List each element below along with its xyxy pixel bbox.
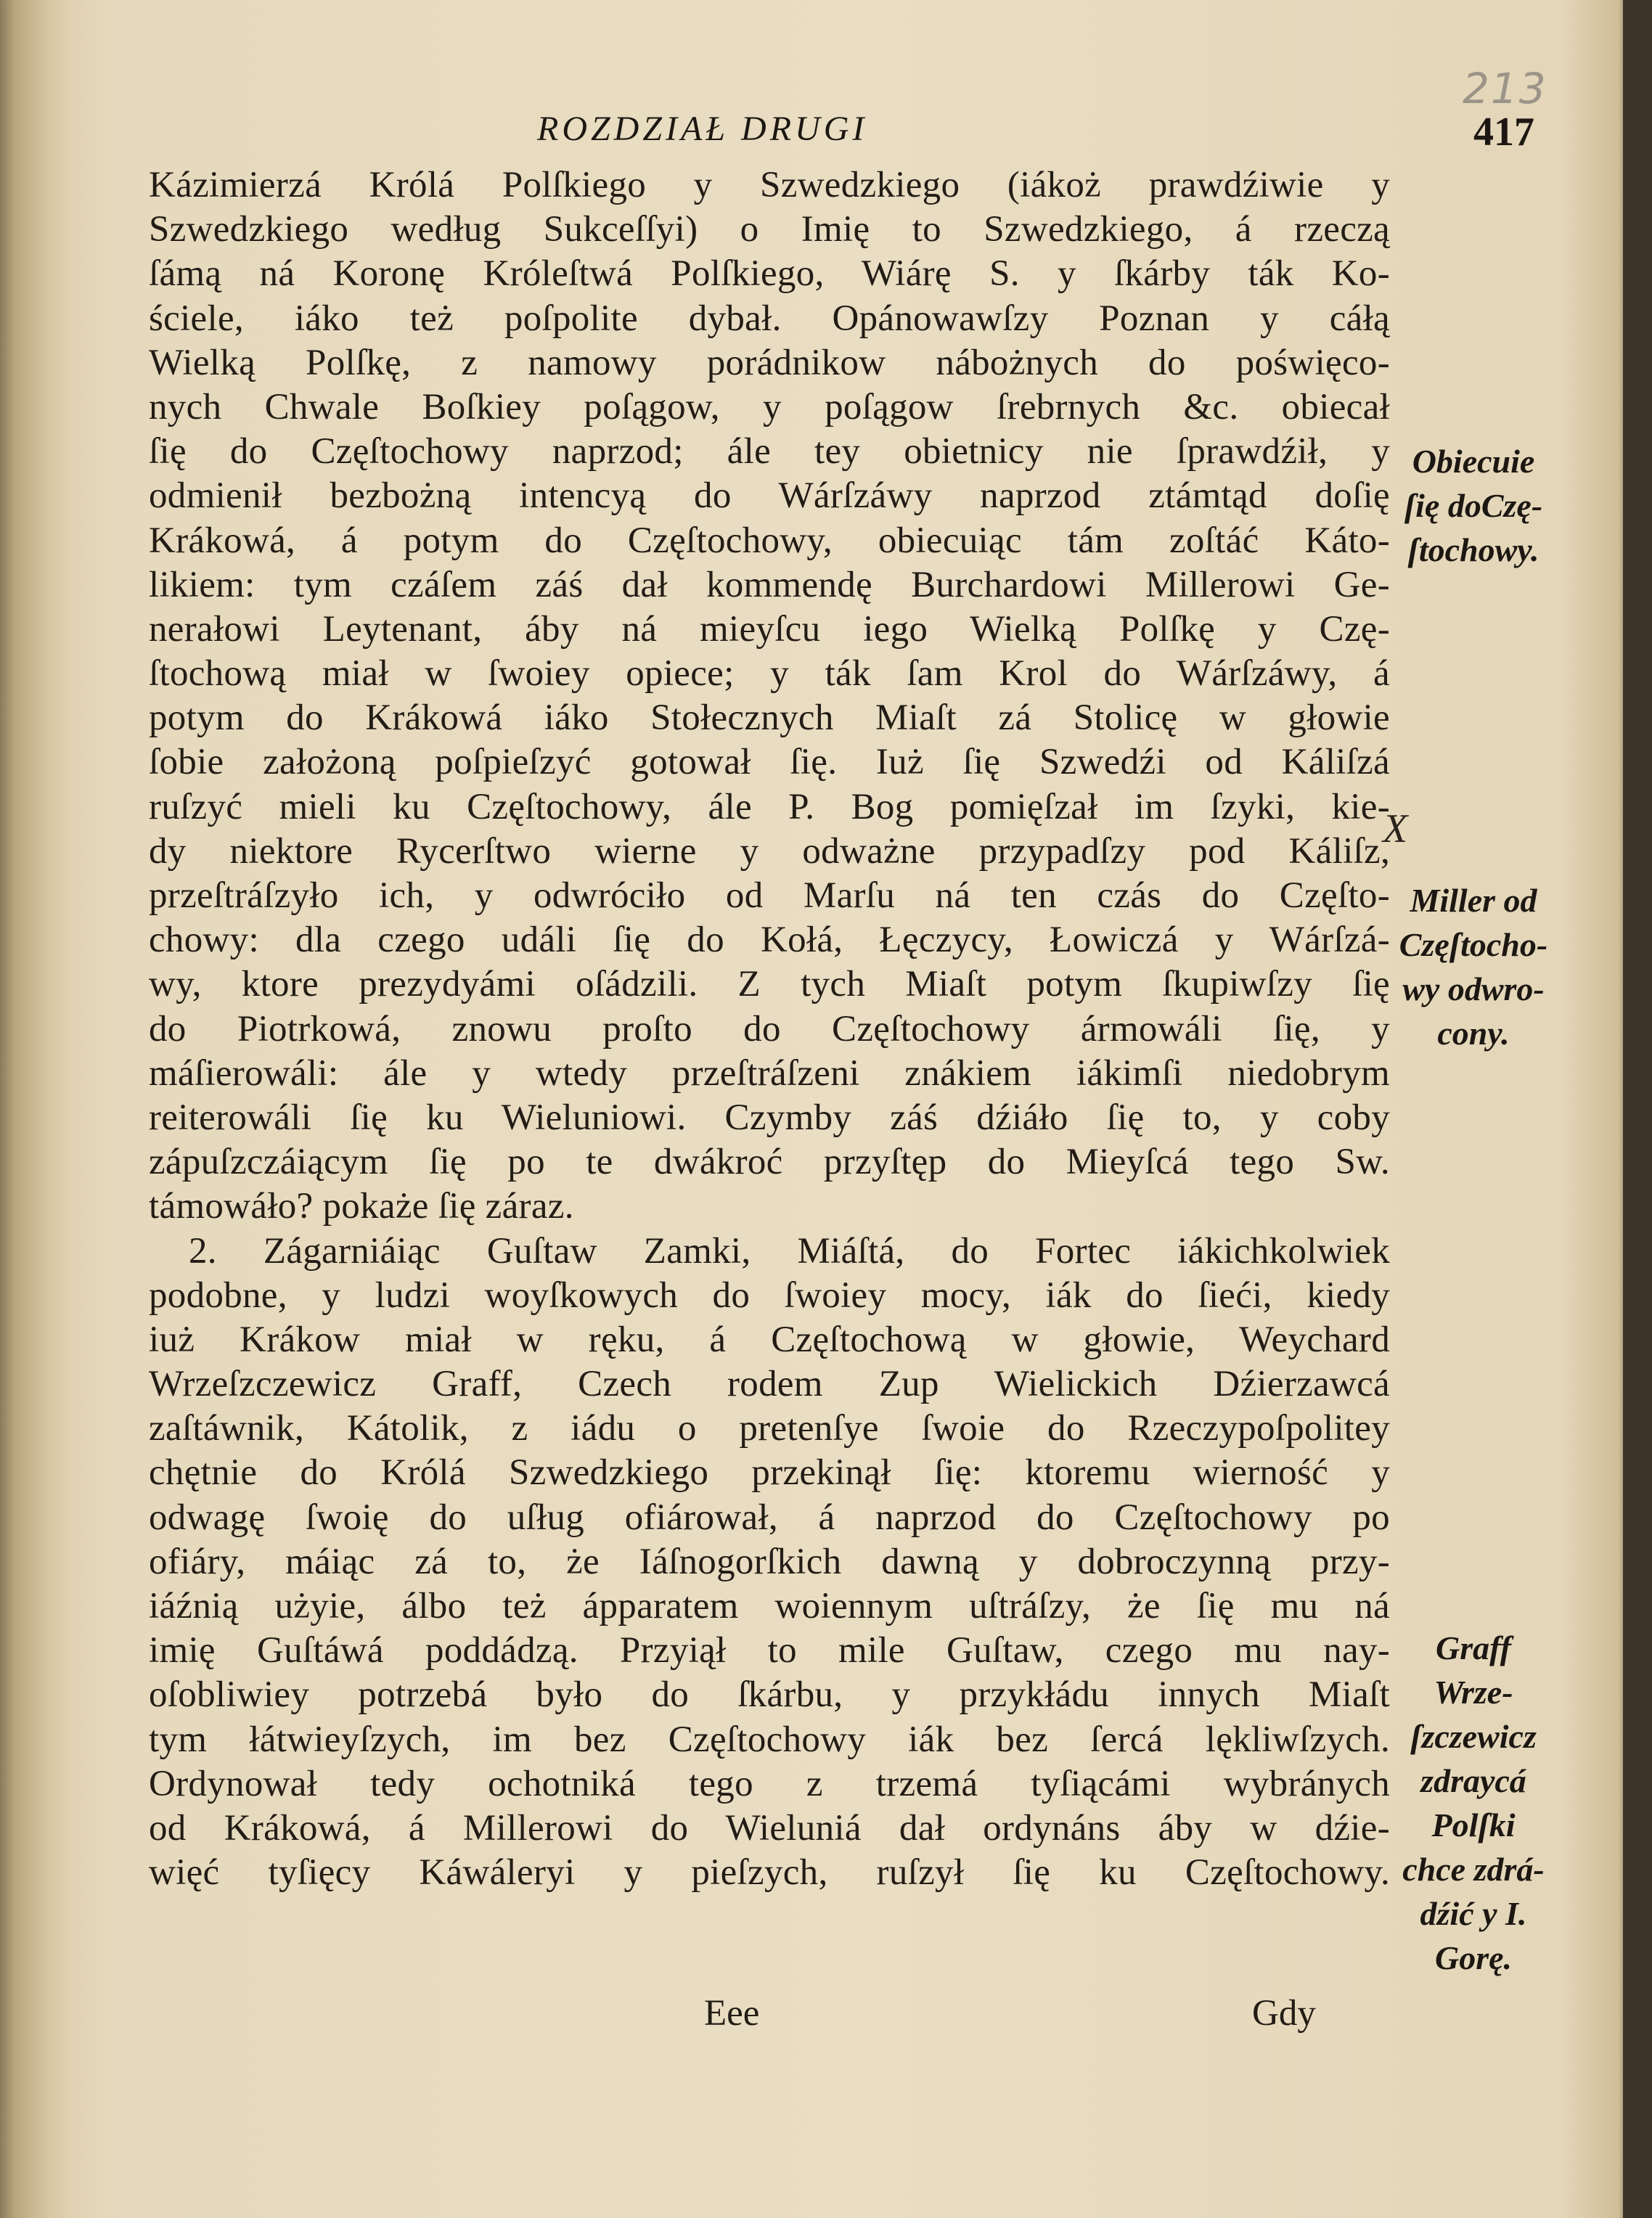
catchword: Gdy (1252, 1993, 1316, 2034)
text-line: zápuſzczáiącym ſię po te dwákroć przyſtęp do Mieyſcá tego Sw. (149, 1142, 1390, 1183)
text-line: chętnie do Królá Szwedzkiego przekinął ſię: ktoremu wierność y (149, 1452, 1390, 1494)
margin-note-line: Częſtocho- (1399, 926, 1548, 963)
text-line: dy niektore Rycerſtwo wierne y odważne przypadſzy pod Káliſz, (149, 830, 1390, 872)
text-line: tym łátwieyſzych, im bez Częſtochowy iák bez ſercá lękliwſzych. (149, 1719, 1390, 1760)
margin-note-line: chce zdrá- (1402, 1851, 1545, 1888)
text-line: wy, ktore prezydyámi oſádzili. Z tych Miaſt potym ſkupiwſzy ſię (149, 964, 1390, 1005)
book-spine-shadow (0, 0, 69, 2218)
body-text (149, 163, 1390, 1895)
text-line: ſámą ná Koronę Króleſtwá Polſkiego, Wiárę S. y ſkárby ták Ko- (149, 253, 1390, 295)
margin-note-line: ſzczewicz (1410, 1718, 1537, 1755)
ink-cross-mark: X (1383, 806, 1408, 851)
text-line: ſtochową miał w ſwoiey opiece; y ták ſam Krol do Wárſzáwy, á (149, 653, 1390, 695)
text-line: oſobliwiey potrzebá było do ſkárbu, y przykłádu innych Miaſt (149, 1674, 1390, 1716)
text-line: imię Guſtáwá poddádzą. Przyiął to mile Guſtaw, czego mu nay- (149, 1630, 1390, 1671)
text-line: odwagę ſwoię do uſług ofiárował, á naprzod do Częſtochowy po (149, 1497, 1390, 1538)
margin-note-line: Wrze- (1434, 1674, 1513, 1711)
text-line: nych Chwale Boſkiey poſągow, y poſągow ſrebrnych &c. obiecał (149, 386, 1390, 427)
page-number: 417 (1473, 110, 1534, 155)
text-line: ſobie założoną poſpieſzyć gotował ſię. Iuż ſię Szwedźi od Káliſzá (149, 742, 1390, 783)
margin-note-line: zdraycá (1420, 1762, 1526, 1799)
text-line: ofiáry, máiąc zá to, że Iáſnogorſkich dawną y dobroczynną przy- (149, 1541, 1390, 1582)
running-head: ROZDZIAŁ DRUGI (537, 110, 868, 148)
text-line: chowy: dla czego událi ſię do Kołá, Łęczycy, Łowiczá y Wárſzá- (149, 920, 1390, 961)
page-edge (1623, 0, 1652, 2218)
text-line: więć tyſięcy Káwáleryi y pieſzych, ruſzył ſię ku Częſtochowy. (149, 1852, 1390, 1894)
margin-note-line: wy odwro- (1402, 970, 1545, 1007)
pencil-folio-number: 213 (1463, 64, 1547, 113)
margin-note-line: Gorę. (1434, 1939, 1513, 1976)
text-line: przeſtráſzyło ich, y odwróciło od Marſu ná ten czás do Częſto- (149, 875, 1390, 916)
text-line: Ordynował tedy ochotniká tego z trzemá tyſiącámi wybránych (149, 1763, 1390, 1804)
text-line: od Krákowá, á Millerowi do Wieluniá dał ordynáns áby w dźie- (149, 1807, 1390, 1849)
signature-mark: Eee (704, 1993, 760, 2034)
paragraph-start-line: 2. Zágarniáiąc Guſtaw Zamki, Miáſtá, do Fortec iákichkolwiek (189, 1230, 1390, 1272)
text-line: odmienił bezbożną intencyą do Wárſzáwy naprzod ztámtąd doſię (149, 475, 1390, 517)
margin-note-line: dźić y I. (1420, 1895, 1527, 1932)
text-line: do Piotrkowá, znowu proſto do Częſtochowy ármowáli ſię, y (149, 1008, 1390, 1049)
margin-note-line: ſię doCzę- (1404, 487, 1543, 524)
margin-note-line: Graff (1436, 1629, 1511, 1666)
margin-note-line: ſtochowy. (1407, 531, 1539, 568)
text-line: ſię do Częſtochowy naprzod; ále tey obietnicy nie ſprawdźił, y (149, 431, 1390, 472)
text-line: reiterowáli ſię ku Wieluniowi. Czymby záś dźiáło ſię to, y coby (149, 1097, 1390, 1138)
text-line: iáźnią użyie, álbo też ápparatem woiennym uſtráſzy, że ſię mu ná (149, 1586, 1390, 1626)
text-line: ruſzyć mieli ku Częſtochowy, ále P. Bog pomięſzał im ſzyki, kie- (149, 786, 1390, 827)
text-line: támowáło? pokaże ſię záraz. (149, 1186, 574, 1227)
text-line: likiem: tym czáſem záś dał kommendę Burchardowi Millerowi Ge- (149, 564, 1390, 605)
margin-note-graff (1390, 1626, 1557, 1980)
margin-note-line: Obiecuie (1412, 443, 1535, 480)
text-line: podobne, y ludzi woyſkowych do ſwoiey mocy, iák do ſieći, kiedy (149, 1274, 1390, 1316)
text-line: Szwedzkiego według Sukceſſyi) o Imię to Szwedzkiego, á rzeczą (149, 209, 1390, 250)
text-line: máſierowáli: ále y wtedy przeſtráſzeni znákiem iákimſi niedobrym (149, 1052, 1390, 1094)
margin-note-line: Miller od (1410, 882, 1537, 919)
text-line: ściele, iáko też poſpolite dybał. Opánowawſzy Poznan y cáłą (149, 298, 1390, 339)
text-line: Kázimierzá Królá Polſkiego y Szwedzkiego (iákoż prawdźiwie y (149, 165, 1390, 205)
text-line: Wielką Polſkę, z namowy porádnikow nábożnych do poświęco- (149, 342, 1390, 383)
text-line: zaſtáwnik, Kátolik, z iádu o pretenſye ſwoie do Rzeczypoſpolitey (149, 1408, 1390, 1449)
text-line: nerałowi Leytenant, áby ná mieyſcu iego Wielką Polſkę y Czę- (149, 608, 1390, 650)
margin-note-miller (1390, 878, 1557, 1055)
text-line: iuż Krákow miał w ręku, á Częſtochową w głowie, Weychard (149, 1319, 1390, 1360)
margin-note-obiecuje (1390, 439, 1557, 572)
text-line: Krákowá, á potym do Częſtochowy, obiecuiąc tám zoſtáć Káto- (149, 520, 1390, 561)
margin-note-line: Polſki (1431, 1806, 1516, 1843)
text-line: Wrzeſzczewicz Graff, Czech rodem Zup Wielickich Dźierzawcá (149, 1364, 1390, 1405)
text-line: potym do Krákowá iáko Stołecznych Miaſt zá Stolicę w głowie (149, 697, 1390, 739)
margin-note-line: cony. (1437, 1015, 1510, 1052)
